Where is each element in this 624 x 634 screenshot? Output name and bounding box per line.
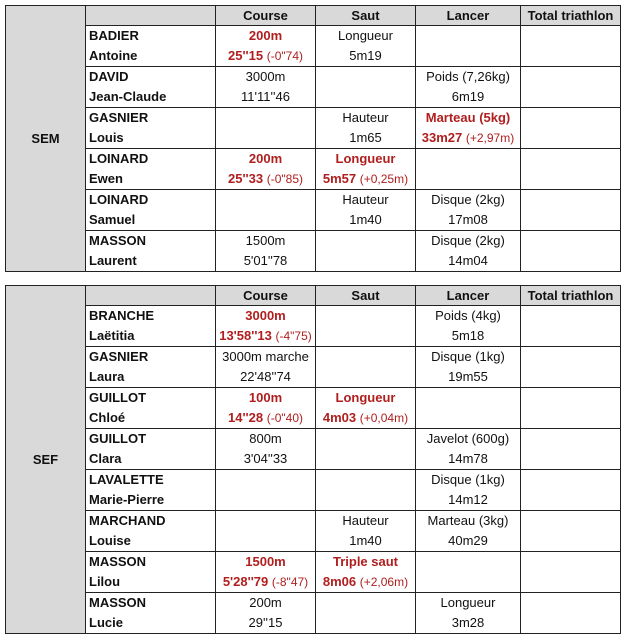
course-perf-cell [216, 128, 316, 149]
athlete-last-name: GASNIER [86, 108, 216, 129]
saut-event-cell [316, 231, 416, 252]
lancer-perf-cell [416, 531, 521, 552]
total-cell [521, 593, 621, 614]
performance-value: 5'01''78 [243, 253, 288, 268]
event-name: 1500m [245, 554, 286, 569]
column-header: Course [216, 6, 316, 26]
saut-event-cell [316, 67, 416, 88]
category-cell: SEM [6, 6, 86, 272]
athlete-first-name: Ewen [86, 169, 216, 190]
saut-event-cell [316, 552, 416, 573]
event-name: Marteau (5kg) [425, 110, 511, 125]
total-cell [521, 388, 621, 409]
saut-perf-cell [316, 572, 416, 593]
event-name: 3000m [245, 308, 286, 323]
header-name-cell [86, 286, 216, 306]
lancer-event-cell [416, 67, 521, 88]
saut-perf-cell [316, 210, 416, 231]
event-name: Poids (4kg) [435, 308, 501, 323]
performance-value: 4m03 [322, 410, 357, 425]
performance-value: 19m55 [448, 369, 488, 384]
saut-perf-cell [316, 613, 416, 634]
athlete-row-top [6, 306, 621, 327]
total-cell [521, 149, 621, 170]
athlete-row-bottom [6, 408, 621, 429]
performance-value: 5'28''79 [222, 574, 269, 589]
athlete-first-name: Lucie [86, 613, 216, 634]
saut-perf-cell [316, 128, 416, 149]
results-table-sem [5, 5, 621, 272]
lancer-event-cell [416, 388, 521, 409]
performance-value: 14m12 [448, 492, 488, 507]
performance-value: 11'11''46 [241, 89, 290, 104]
total-cell [521, 128, 621, 149]
athlete-last-name: LOINARD [86, 190, 216, 211]
course-perf-cell [216, 251, 316, 272]
category-cell: SEF [6, 286, 86, 634]
event-name: Longueur [440, 595, 496, 610]
performance-value: 8m06 [322, 574, 357, 589]
athlete-last-name: BRANCHE [86, 306, 216, 327]
total-cell [521, 613, 621, 634]
lancer-perf-cell [416, 128, 521, 149]
column-header: Lancer [416, 6, 521, 26]
athlete-row-top [6, 593, 621, 614]
performance-value: 14m04 [448, 253, 488, 268]
performance-value: 13'58''13 [219, 328, 272, 343]
athlete-row-top [6, 231, 621, 252]
performance-value: 17m08 [448, 212, 488, 227]
lancer-event-cell [416, 26, 521, 47]
athlete-first-name: Louis [86, 128, 216, 149]
performance-value: 14m78 [448, 451, 488, 466]
course-event-cell [216, 108, 316, 129]
performance-value: 1m40 [349, 212, 382, 227]
athlete-first-name: Jean-Claude [86, 87, 216, 108]
total-cell [521, 169, 621, 190]
athlete-last-name: GASNIER [86, 347, 216, 368]
performance-value: 33m27 [421, 130, 463, 145]
total-cell [521, 306, 621, 327]
course-event-cell [216, 67, 316, 88]
event-name: 200m [248, 151, 283, 166]
course-perf-cell [216, 449, 316, 470]
total-cell [521, 46, 621, 67]
athlete-last-name: MASSON [86, 593, 216, 614]
saut-perf-cell [316, 367, 416, 388]
performance-value: 5m57 [322, 171, 357, 186]
performance-value: 3m28 [451, 615, 485, 630]
event-name: Hauteur [342, 513, 389, 528]
total-cell [521, 251, 621, 272]
course-perf-cell [216, 87, 316, 108]
athlete-row-top [6, 388, 621, 409]
total-cell [521, 87, 621, 108]
athlete-row-bottom [6, 367, 621, 388]
event-name: Hauteur [342, 192, 389, 207]
lancer-perf-cell [416, 169, 521, 190]
athlete-first-name: Lilou [86, 572, 216, 593]
athlete-row-top [6, 470, 621, 491]
lancer-perf-cell [416, 572, 521, 593]
athlete-first-name: Chloé [86, 408, 216, 429]
saut-perf-cell [316, 87, 416, 108]
event-name: 1500m [245, 233, 286, 248]
course-event-cell [216, 470, 316, 491]
saut-event-cell [316, 511, 416, 532]
athlete-row-top [6, 67, 621, 88]
athlete-last-name: MASSON [86, 552, 216, 573]
athlete-row-bottom [6, 572, 621, 593]
course-perf-cell [216, 326, 316, 347]
header-name-cell [86, 6, 216, 26]
total-cell [521, 531, 621, 552]
lancer-perf-cell [416, 449, 521, 470]
wind-value: (-0"74) [266, 49, 303, 63]
total-cell [521, 326, 621, 347]
event-name: 3000m marche [222, 349, 309, 364]
event-name: Poids (7,26kg) [426, 69, 510, 84]
performance-value: 3'04''33 [243, 451, 288, 466]
course-event-cell [216, 190, 316, 211]
saut-perf-cell [316, 46, 416, 67]
athlete-first-name: Samuel [86, 210, 216, 231]
course-event-cell [216, 26, 316, 47]
course-perf-cell [216, 490, 316, 511]
athlete-first-name: Louise [86, 531, 216, 552]
performance-value: 29''15 [248, 615, 283, 630]
total-cell [521, 572, 621, 593]
saut-perf-cell [316, 531, 416, 552]
athlete-row-bottom [6, 128, 621, 149]
wind-value: (-8"47) [271, 575, 309, 589]
wind-value: (-0"40) [266, 411, 303, 425]
total-cell [521, 26, 621, 47]
saut-perf-cell [316, 449, 416, 470]
performance-value: 6m19 [451, 89, 485, 104]
total-cell [521, 210, 621, 231]
athlete-row-bottom [6, 87, 621, 108]
saut-event-cell [316, 306, 416, 327]
total-cell [521, 67, 621, 88]
lancer-perf-cell [416, 87, 521, 108]
lancer-perf-cell [416, 490, 521, 511]
course-perf-cell [216, 169, 316, 190]
athlete-last-name: MASSON [86, 231, 216, 252]
course-event-cell [216, 552, 316, 573]
lancer-perf-cell [416, 210, 521, 231]
saut-event-cell [316, 149, 416, 170]
lancer-perf-cell [416, 326, 521, 347]
total-cell [521, 231, 621, 252]
course-event-cell [216, 347, 316, 368]
lancer-event-cell [416, 429, 521, 450]
event-name: 800m [249, 431, 282, 446]
athlete-first-name: Laëtitia [86, 326, 216, 347]
event-name: Disque (2kg) [431, 233, 505, 248]
performance-value: 40m29 [448, 533, 488, 548]
lancer-event-cell [416, 190, 521, 211]
total-cell [521, 511, 621, 532]
saut-event-cell [316, 190, 416, 211]
event-name: Longueur [335, 151, 396, 166]
event-name: Disque (1kg) [431, 349, 505, 364]
event-name: Javelot (600g) [426, 431, 510, 446]
column-header: Saut [316, 286, 416, 306]
saut-event-cell [316, 470, 416, 491]
column-header: Lancer [416, 286, 521, 306]
course-perf-cell [216, 572, 316, 593]
event-name: Longueur [338, 28, 393, 43]
course-perf-cell [216, 408, 316, 429]
course-perf-cell [216, 531, 316, 552]
wind-value: (+0,04m) [359, 411, 409, 425]
lancer-event-cell [416, 231, 521, 252]
athlete-row-top [6, 552, 621, 573]
lancer-perf-cell [416, 613, 521, 634]
total-cell [521, 490, 621, 511]
saut-perf-cell [316, 169, 416, 190]
performance-value: 1m40 [349, 533, 382, 548]
course-event-cell [216, 149, 316, 170]
athlete-row-top [6, 26, 621, 47]
event-name: Hauteur [342, 110, 389, 125]
lancer-event-cell [416, 306, 521, 327]
total-cell [521, 429, 621, 450]
column-header: Total triathlon [521, 286, 621, 306]
athlete-first-name: Laurent [86, 251, 216, 272]
athlete-row-bottom [6, 449, 621, 470]
event-name: Longueur [335, 390, 396, 405]
athlete-row-bottom [6, 613, 621, 634]
lancer-event-cell [416, 108, 521, 129]
total-cell [521, 449, 621, 470]
wind-value: (-4"75) [275, 329, 312, 343]
column-header: Course [216, 286, 316, 306]
total-cell [521, 108, 621, 129]
header-row [6, 6, 621, 26]
performance-value: 14''28 [227, 410, 264, 425]
event-name: Disque (2kg) [431, 192, 505, 207]
athlete-last-name: DAVID [86, 67, 216, 88]
course-perf-cell [216, 210, 316, 231]
course-event-cell [216, 388, 316, 409]
saut-perf-cell [316, 490, 416, 511]
performance-value: 25''33 [227, 171, 264, 186]
event-name: 3000m [245, 69, 286, 84]
athlete-last-name: BADIER [86, 26, 216, 47]
athlete-row-bottom [6, 251, 621, 272]
athlete-row-bottom [6, 490, 621, 511]
saut-perf-cell [316, 408, 416, 429]
saut-perf-cell [316, 251, 416, 272]
wind-value: (+2,97m) [465, 131, 515, 145]
lancer-event-cell [416, 593, 521, 614]
lancer-perf-cell [416, 46, 521, 67]
athlete-first-name: Laura [86, 367, 216, 388]
event-name: 200m [248, 28, 283, 43]
course-perf-cell [216, 367, 316, 388]
saut-event-cell [316, 347, 416, 368]
athlete-last-name: GUILLOT [86, 388, 216, 409]
athlete-row-bottom [6, 169, 621, 190]
total-cell [521, 367, 621, 388]
wind-value: (+2,06m) [359, 575, 409, 589]
column-header: Saut [316, 6, 416, 26]
athlete-row-bottom [6, 531, 621, 552]
performance-value: 25''15 [227, 48, 264, 63]
course-event-cell [216, 511, 316, 532]
event-name: Disque (1kg) [431, 472, 505, 487]
athlete-last-name: LOINARD [86, 149, 216, 170]
course-event-cell [216, 593, 316, 614]
course-perf-cell [216, 613, 316, 634]
saut-event-cell [316, 429, 416, 450]
total-cell [521, 190, 621, 211]
athlete-row-bottom [6, 46, 621, 67]
athlete-last-name: MARCHAND [86, 511, 216, 532]
lancer-perf-cell [416, 251, 521, 272]
saut-event-cell [316, 26, 416, 47]
athlete-row-top [6, 347, 621, 368]
event-name: 200m [249, 595, 282, 610]
performance-value: 5m18 [451, 328, 485, 343]
wind-value: (+0,25m) [359, 172, 409, 186]
course-event-cell [216, 231, 316, 252]
course-event-cell [216, 306, 316, 327]
athlete-row-top [6, 108, 621, 129]
results-table-sef [5, 285, 621, 634]
saut-event-cell [316, 388, 416, 409]
total-cell [521, 552, 621, 573]
saut-event-cell [316, 108, 416, 129]
performance-value: 22'48''74 [240, 369, 291, 384]
athlete-last-name: LAVALETTE [86, 470, 216, 491]
lancer-event-cell [416, 149, 521, 170]
athlete-row-top [6, 149, 621, 170]
column-header: Total triathlon [521, 6, 621, 26]
athlete-first-name: Marie-Pierre [86, 490, 216, 511]
athlete-row-top [6, 511, 621, 532]
event-name: 100m [248, 390, 283, 405]
athlete-row-bottom [6, 210, 621, 231]
athlete-last-name: GUILLOT [86, 429, 216, 450]
saut-perf-cell [316, 326, 416, 347]
athlete-first-name: Clara [86, 449, 216, 470]
header-row [6, 286, 621, 306]
saut-event-cell [316, 593, 416, 614]
performance-value: 1m65 [349, 130, 382, 145]
lancer-event-cell [416, 552, 521, 573]
athlete-first-name: Antoine [86, 46, 216, 67]
course-perf-cell [216, 46, 316, 67]
wind-value: (-0"85) [266, 172, 303, 186]
lancer-event-cell [416, 347, 521, 368]
lancer-perf-cell [416, 367, 521, 388]
athlete-row-top [6, 190, 621, 211]
lancer-event-cell [416, 470, 521, 491]
athlete-row-top [6, 429, 621, 450]
course-event-cell [216, 429, 316, 450]
lancer-perf-cell [416, 408, 521, 429]
event-name: Triple saut [332, 554, 399, 569]
event-name: Marteau (3kg) [427, 513, 509, 528]
total-cell [521, 347, 621, 368]
lancer-event-cell [416, 511, 521, 532]
total-cell [521, 408, 621, 429]
performance-value: 5m19 [349, 48, 382, 63]
total-cell [521, 470, 621, 491]
athlete-row-bottom [6, 326, 621, 347]
